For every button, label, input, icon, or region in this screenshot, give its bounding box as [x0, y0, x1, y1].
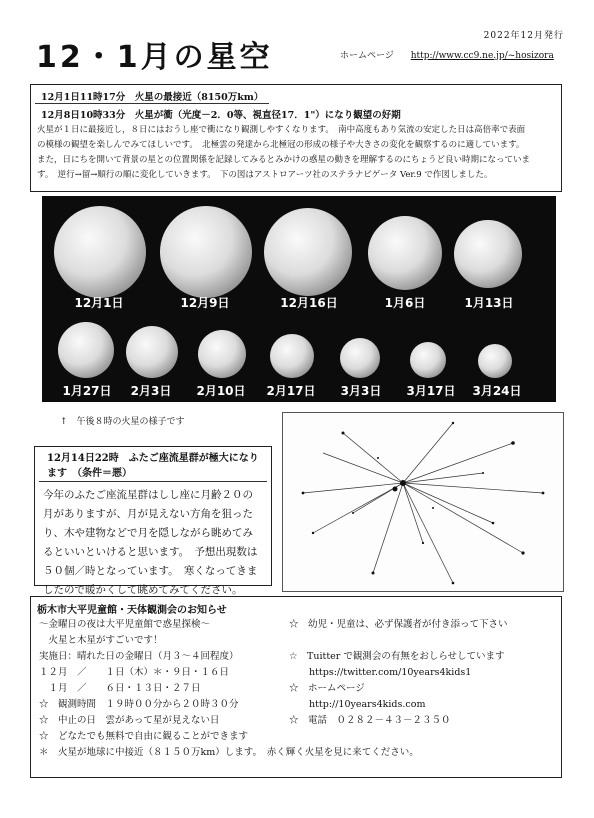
observatory-right-column [289, 617, 557, 729]
homepage-line [340, 48, 554, 61]
mars-image [54, 206, 146, 298]
mars-image-label: 1月27日 [62, 384, 112, 398]
observatory-line: ＊ 火星が地球に中接近（８１５０万km）します。 赤く輝く火星を見に来てください。 [39, 747, 419, 758]
mars-image-label: 12月16日 [280, 296, 338, 310]
mars-paragraph [31, 121, 561, 185]
page-title: 12・1月の星空 [36, 40, 273, 75]
mars-image-note: ↑ 午後８時の火星の様子です [60, 417, 185, 427]
geminids-radiant-chart [282, 412, 564, 592]
website-link[interactable]: http://10years4kids.com [309, 699, 426, 710]
observatory-line: ☆ ホームページ [289, 683, 365, 694]
mars-image-label: 1月6日 [384, 296, 426, 310]
mars-paragraph-line: また，日にちを開いて背景の星との位置関係を記録してみるとみかけの惑星の動きを理解するのにちょうど良い時期になっていま [37, 155, 531, 165]
mars-section [30, 84, 562, 192]
observatory-line [289, 633, 557, 649]
mars-image [410, 342, 446, 378]
geminids-section [34, 446, 272, 596]
geminids-heading: 12月14日22時 ふたご座流星群が極大になります （条件＝悪） [39, 447, 267, 482]
mars-image-label: 1月13日 [464, 296, 514, 310]
mars-image [58, 322, 114, 378]
homepage-label: ホームページ [340, 51, 394, 61]
mars-image-label: 12月9日 [180, 296, 230, 310]
observatory-line: ☆ 中止の日 雲があって星が見えない日 [39, 715, 220, 726]
mars-image [160, 206, 252, 298]
mars-image-label: 3月3日 [340, 384, 382, 398]
observatory-line: １２月 ／ １日（木）＊・９日・１６日 [39, 667, 230, 678]
mars-images-panel [42, 196, 556, 402]
mars-image-label: 2月17日 [266, 384, 316, 398]
mars-heading-2: 12月8日10時33分 火星が衝（光度－2．0等、視直径17．1"）になり観望の好期 [41, 110, 401, 121]
mars-paragraph-line: 火星が１日に最接近し，８日にはおうし座で衝になり観測しやすくなります。 南中高度もあり気流の安定した日は高倍率で表面 [37, 125, 526, 135]
mars-image-label: 2月10日 [196, 384, 246, 398]
mars-image [368, 216, 442, 290]
star-map-graphic [283, 413, 563, 591]
geminids-body: 今年のふたご座流星群はしし座に月齢２０の月がありますが、月が見えない方角を狙ったり、木や建物などで月を隠しながら眺めてみるといいといけると思います。 予想出現数は５０個／時となっています。 寒くなってきましたので暖かくして眺めてみてください。 [43, 489, 258, 596]
mars-image [340, 338, 380, 378]
mars-image-label: 3月17日 [406, 384, 456, 398]
mars-heading-1: 12月1日11時17分 火星の最接近（8150万km） [35, 86, 269, 104]
twitter-link[interactable]: https://twitter.com/10years4kids1 [309, 667, 472, 678]
observatory-line: ☆ Tuitter で観測会の有無をおしらせしています [289, 651, 505, 662]
mars-image [126, 326, 178, 378]
observatory-line: 実施日：晴れた日の金曜日（月３～４回程度） [39, 651, 239, 662]
mars-image-label: 12月1日 [74, 296, 124, 310]
observatory-line: ☆ どなたでも無料で自由に観ることができます [39, 731, 249, 742]
observatory-line: 火星と木星がすごいです！ [39, 635, 163, 646]
observatory-heading: 栃木市大平児童館・天体観測会のお知らせ [37, 605, 227, 616]
mars-image-label: 2月3日 [130, 384, 172, 398]
mars-image-label: 3月24日 [472, 384, 522, 398]
homepage-link[interactable]: http://www.cc9.ne.jp/~hosizora [410, 51, 554, 61]
mars-image [198, 330, 246, 378]
observatory-line: ～金曜日の夜は大平児童館で惑星探検～ [39, 619, 211, 630]
issue-date: 2022年12月発行 [483, 31, 564, 41]
mars-paragraph-line: の模様の観望を楽しんでみてほしいです。 北極雲の発達から北極冠の形成の様子や大きさの変化を観察するのに適しています。 [37, 140, 525, 150]
mars-image [478, 344, 512, 378]
observatory-section [30, 596, 562, 778]
observatory-line: ☆ 観測時間 １９時００分から２０時３０分 [39, 699, 239, 710]
mars-image [454, 220, 522, 288]
observatory-line: ☆ 幼児・児童は、必ず保護者が付き添って下さい [289, 619, 508, 630]
phone-number: ☆ 電話 ０２８２－４３－２３５０ [289, 715, 451, 726]
mars-image [264, 208, 352, 296]
observatory-line: １月 ／ ６日・１３日・２７日 [39, 683, 201, 694]
mars-image [270, 334, 314, 378]
mars-paragraph-line: す。 逆行→留→順行の順に変化していきます。 下の図はアストロアーツ社のステラナビゲータ Ver.9 で作図しました。 [37, 170, 493, 180]
